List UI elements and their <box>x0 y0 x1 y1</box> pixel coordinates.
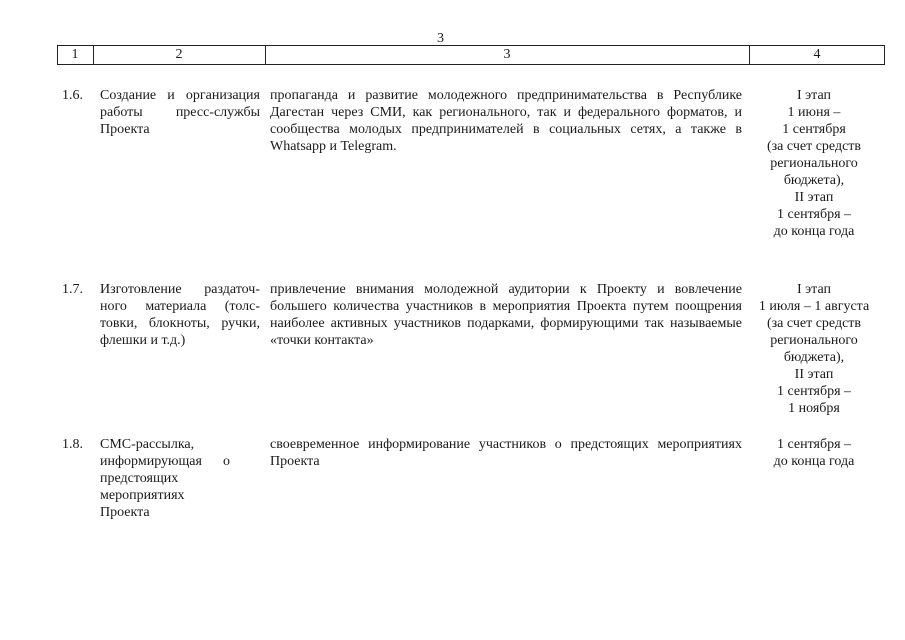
term-line: 1 ноября <box>788 401 840 416</box>
header-col-2: 2 <box>175 47 183 62</box>
term-line: I этап <box>797 88 831 103</box>
row-term <box>750 87 878 240</box>
term-line: до конца года <box>773 454 855 469</box>
term-line: II этап <box>794 190 834 205</box>
term-line: (за счет средств <box>766 316 862 331</box>
term-line: бюджета), <box>783 173 845 188</box>
row-number: 1.7. <box>62 282 83 297</box>
row-number: 1.6. <box>62 88 83 103</box>
term-line: бюджета), <box>783 350 845 365</box>
header-col-1: 1 <box>71 47 79 62</box>
row-description: своевременное информирование участников о предстоящих мероприятиях Проекта <box>270 437 742 469</box>
term-line: регионального <box>770 333 858 348</box>
table-header <box>57 45 885 65</box>
page-number: 3 <box>437 31 444 46</box>
row-description: привлечение внимания молодежной аудитории к Проекту и вовлечение большего количества участников в мероприятия Проекта путем поощрения наиболее активных участников подарками, формирующими так называемые «точки контакта» <box>270 282 742 348</box>
term-line: 1 июля – 1 августа <box>758 299 870 314</box>
row-term <box>750 436 878 470</box>
term-line: 1 сентября – <box>776 437 852 452</box>
row-name: Изготовление раздаточ-ного материала (толс-товки, блокноты, ручки, флешки и т.д.) <box>100 282 260 348</box>
row-number: 1.8. <box>62 437 83 452</box>
header-divider <box>884 46 885 64</box>
term-line: регионального <box>770 156 858 171</box>
term-line: 1 сентября <box>782 122 846 137</box>
header-col-3: 3 <box>503 47 511 62</box>
term-line: 1 сентября – <box>776 207 852 222</box>
row-name: Создание и организация работы пресс-службы Проекта <box>100 88 260 137</box>
term-line: 1 сентября – <box>776 384 852 399</box>
term-line: (за счет средств <box>766 139 862 154</box>
term-line: 1 июня – <box>787 105 841 120</box>
row-name: СМС-рассылка, информирующая о предстоящих мероприятиях Проекта <box>100 437 230 520</box>
row-term <box>750 281 878 417</box>
header-col-4: 4 <box>813 47 821 62</box>
term-line: до конца года <box>773 224 855 239</box>
term-line: I этап <box>797 282 831 297</box>
row-description: пропаганда и развитие молодежного предпринимательства в Республике Дагестан через СМИ, как регионального, так и федерального форматов, и сообщества молодых предпринимателей в социальных сетях, а также в Whatsapp и Telegram. <box>270 88 742 154</box>
term-line: II этап <box>794 367 834 382</box>
